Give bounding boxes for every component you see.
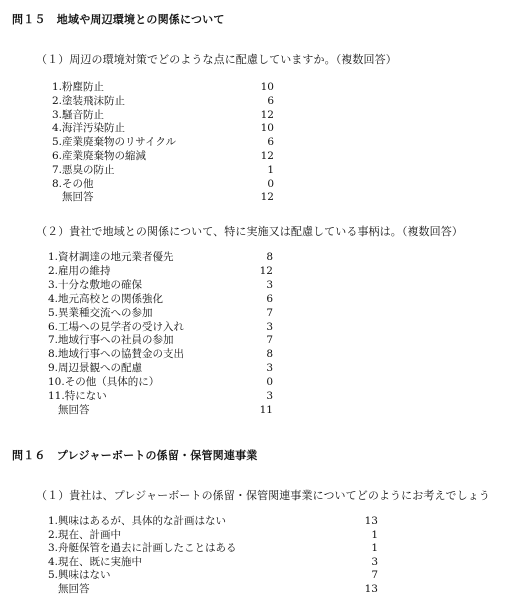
item-count: 7 bbox=[266, 306, 273, 319]
item-label: 4.現在、既に実施中 bbox=[48, 555, 143, 568]
item-count: 3 bbox=[266, 278, 273, 291]
list-item bbox=[48, 529, 378, 542]
item-label: 1.粉塵防止 bbox=[52, 81, 105, 93]
item-label: 無回答 bbox=[58, 582, 90, 595]
item-count: 8 bbox=[266, 251, 273, 263]
item-count: 10 bbox=[260, 81, 274, 93]
q15-sub1-title: （１）周辺の環境対策でどのような点に配慮していますか。（複数回答） bbox=[36, 53, 397, 66]
item-count: 3 bbox=[266, 390, 273, 402]
item-count: 10 bbox=[260, 122, 274, 135]
item-count: 3 bbox=[266, 320, 273, 333]
item-count: 7 bbox=[266, 334, 273, 347]
list-item bbox=[48, 362, 273, 375]
list-item bbox=[48, 251, 273, 264]
list-item bbox=[48, 569, 378, 582]
list-item bbox=[52, 95, 274, 108]
item-count: 11 bbox=[259, 403, 273, 416]
item-label: 11.特にない bbox=[48, 390, 107, 402]
item-label: 6.産業廃棄物の縮減 bbox=[52, 150, 147, 162]
item-count: 3 bbox=[371, 555, 378, 568]
list-item bbox=[48, 583, 378, 596]
item-count: 12 bbox=[260, 108, 274, 121]
item-label: 7.地域行事への社員の参加 bbox=[48, 334, 174, 347]
list-item bbox=[52, 164, 274, 177]
item-label: 2.塗装飛沫防止 bbox=[52, 94, 126, 107]
list-item bbox=[52, 136, 274, 149]
item-label: 7.悪臭の防止 bbox=[52, 163, 115, 176]
list-item bbox=[48, 515, 378, 528]
item-label: 2.現在、計画中 bbox=[48, 528, 122, 541]
item-count: 6 bbox=[267, 94, 274, 107]
item-count: 3 bbox=[266, 362, 273, 375]
item-label: 1.興味はあるが、具体的な計画はない bbox=[48, 515, 227, 527]
list-item bbox=[48, 376, 273, 389]
q15-title: 問１５ 地域や周辺環境との関係について bbox=[12, 13, 225, 26]
list-item bbox=[52, 81, 274, 94]
item-label: 4.海洋汚染防止 bbox=[52, 122, 126, 135]
item-count: 1 bbox=[371, 528, 378, 541]
q16-title: 問１６ プレジャーボートの係留・保管関連事業 bbox=[12, 449, 258, 462]
item-count: 0 bbox=[266, 376, 273, 389]
item-count: 1 bbox=[267, 163, 274, 176]
item-label: 1.資材調達の地元業者優先 bbox=[48, 251, 174, 263]
item-label: 3.十分な敷地の確保 bbox=[48, 278, 143, 291]
item-count: 7 bbox=[371, 569, 378, 581]
list-item bbox=[48, 293, 273, 306]
item-count: 0 bbox=[267, 177, 274, 190]
q16-sub1-title: （１）貴社は、プレジャーボートの係留・保管関連事業についてどのようにお考えでしょう bbox=[36, 489, 490, 502]
list-item bbox=[52, 191, 274, 204]
q15-sub2-title: （２）貴社で地域との関係について、特に実施又は配慮している事柄は。（複数回答） bbox=[36, 225, 463, 238]
list-item bbox=[48, 279, 273, 292]
list-item bbox=[48, 307, 273, 320]
list-item bbox=[48, 334, 273, 347]
item-count: 6 bbox=[267, 136, 274, 149]
item-count: 6 bbox=[266, 292, 273, 305]
item-label: 無回答 bbox=[62, 191, 94, 204]
list-item bbox=[48, 265, 273, 278]
list-item bbox=[52, 150, 274, 163]
item-label: 5.異業種交流への参加 bbox=[48, 306, 153, 319]
list-item bbox=[48, 556, 378, 569]
item-label: 10.その他（具体的に） bbox=[48, 376, 160, 389]
item-count: 12 bbox=[260, 191, 274, 204]
item-label: 9.周辺景観への配慮 bbox=[48, 362, 143, 375]
list-item bbox=[48, 542, 378, 555]
item-count: 13 bbox=[364, 515, 378, 527]
item-label: 8.その他 bbox=[52, 177, 94, 190]
list-item bbox=[48, 321, 273, 334]
list-item bbox=[52, 178, 274, 191]
list-item bbox=[48, 390, 273, 403]
list-item bbox=[52, 109, 274, 122]
list-item bbox=[48, 404, 273, 417]
list-item bbox=[48, 348, 273, 361]
item-count: 12 bbox=[260, 150, 274, 162]
item-label: 3.舟艇保管を過去に計画したことはある bbox=[48, 542, 237, 554]
list-item bbox=[52, 122, 274, 135]
item-label: 4.地元高校との関係強化 bbox=[48, 292, 164, 305]
item-count: 1 bbox=[371, 542, 378, 554]
item-label: 6.工場への見学者の受け入れ bbox=[48, 320, 185, 333]
item-label: 8.地域行事への協賛金の支出 bbox=[48, 348, 185, 361]
item-count: 8 bbox=[266, 348, 273, 361]
item-count: 13 bbox=[364, 582, 378, 595]
item-label: 2.雇用の維持 bbox=[48, 264, 111, 277]
item-label: 5.産業廃棄物のリサイクル bbox=[52, 136, 177, 149]
item-label: 無回答 bbox=[58, 403, 90, 416]
item-label: 3.騒音防止 bbox=[52, 108, 105, 121]
item-label: 5.興味はない bbox=[48, 569, 111, 581]
item-count: 12 bbox=[259, 264, 273, 277]
